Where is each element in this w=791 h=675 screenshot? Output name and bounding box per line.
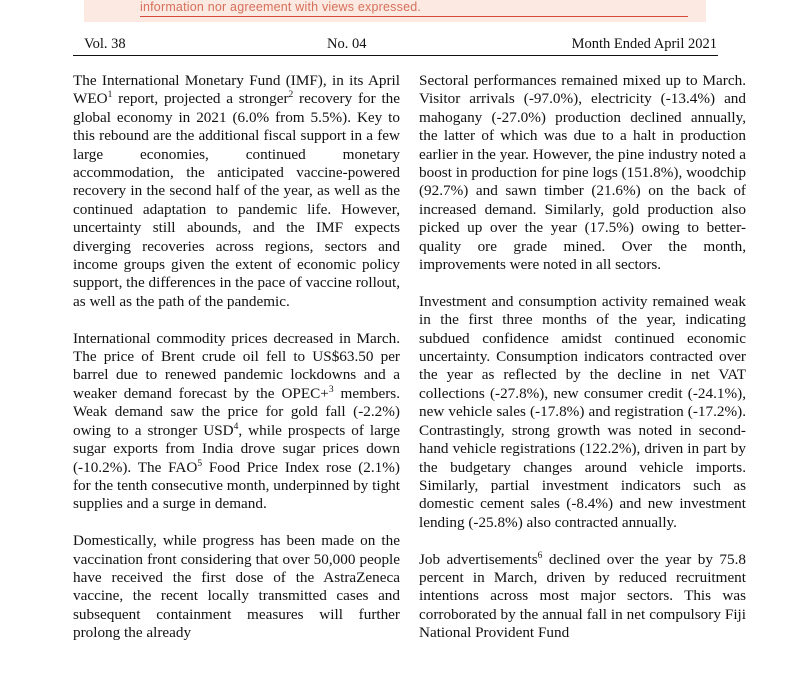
banner-divider (140, 16, 688, 17)
paragraph-text: Food Price Index rose (2.1%) for the tenth consecutive month, underpinned by tight supplies and a surge in demand. (73, 458, 400, 513)
paragraph-text: recovery for the global economy in 2021 (6.0% from 5.5%). Key to this rebound are the additional fiscal support in a few large economies, continued monetary accommodation, the anticipated vaccine-powered recovery in the second half of the year, as well as the continued adaptation to pandemic life. However, uncertainty still abounds, and the IMF expects diverging recoveries across regions, sectors and income groups given the extent of economic policy support, the differences in the pace of vaccine rollout, as well as the path of the pandemic. (73, 90, 400, 310)
footnote-ref: 2 (288, 90, 294, 101)
footnote-ref: 5 (197, 458, 203, 469)
footnote-ref: 4 (233, 421, 239, 432)
footnote-ref: 6 (537, 550, 543, 561)
paragraph-text: Domestically, while progress has been made on the vaccination front considering that over 50,000 people have received the first dose of the AstraZeneca vaccine, the recent locally transmitted cases and subsequent containment measures will further prolong the already (73, 532, 400, 642)
paragraph-text: report, projected a stronger (112, 90, 289, 108)
footnote-ref: 3 (328, 384, 334, 395)
paragraph-text: Sectoral performances remained mixed up to March. Visitor arrivals (-97.0%), electricity (-13.4%) and mahogany (-27.0%) production declined annually, the latter of which was due to a halt in production earlier in the year. However, the pine industry noted a boost in production for pine logs (151.8%), woodchip (92.7%) and sawn timber (21.6%) on the back of increased demand. Similarly, gold production also picked up over the year (17.5%) owing to better-quality ore grade mined. Over the month, improvements were noted in all sectors. (419, 72, 746, 274)
issue-number: No. 04 (327, 36, 367, 52)
right-column (419, 72, 746, 661)
paragraph-text: , while prospects of large sugar exports from India drove sugar prices down (-10.2%). The FAO (73, 421, 400, 476)
left-column (73, 72, 400, 661)
paragraph-text: International commodity prices decreased in March. The price of Brent crude oil fell to US$63.50 per barrel due to renewed pandemic lockdowns and a weaker demand forecast by the OPEC+ (73, 329, 400, 402)
paragraph-text: declined over the year by 75.8 percent in March, driven by reduced recruitment intentions across most major sectors. This was corroborated by the annual fall in net compulsory Fiji National Provident Fund (419, 550, 746, 642)
volume-label: Vol. 38 (84, 36, 126, 52)
paragraph (73, 72, 400, 311)
paragraph-text: members. Weak demand saw the price for gold fall (-2.2%) owing to a stronger USD (73, 384, 401, 439)
paragraph (419, 293, 746, 532)
footnote-ref: 1 (107, 90, 113, 101)
disclaimer-text: information nor agreement with views expressed. (140, 0, 422, 14)
paragraph-text: Investment and consumption activity remained weak in the first three months of the year, indicating subdued confidence amidst continued economic uncertainty. Consumption indicators contracted over the year as reflected by the decline in net VAT collections (-27.8%), new consumer credit (-24.1%), new vehicle sales (-17.8%) and registration (-17.2%). Contrastingly, strong growth was noted in second-hand vehicle registrations (122.2%), driven in part by the budgetary changes around vehicle imports. Similarly, partial investment indicators such as domestic cement sales (-8.4%) and new investment lending (-25.8%) also contracted annually. (419, 292, 746, 531)
paragraph (419, 551, 746, 643)
paragraph (73, 532, 400, 642)
paragraph (73, 330, 400, 514)
issue-period: Month Ended April 2021 (571, 36, 717, 52)
header-divider (73, 55, 718, 56)
paragraph-text: Job advertisements (419, 550, 538, 568)
paragraph (419, 72, 746, 274)
paragraph-text: The International Monetary Fund (IMF), in its April WEO (73, 72, 400, 108)
